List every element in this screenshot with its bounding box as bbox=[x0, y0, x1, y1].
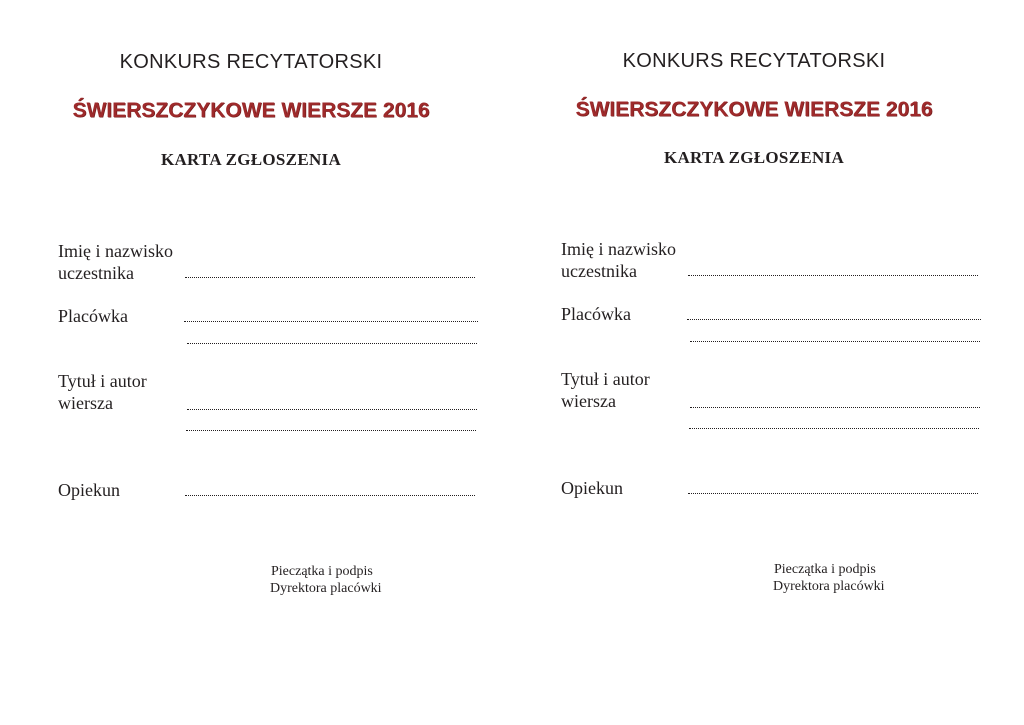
participant-fill-line[interactable] bbox=[185, 276, 475, 278]
stamp-label-line1: Pieczątka i podpis bbox=[774, 562, 876, 577]
edition-title: ŚWIERSZCZYKOWE WIERSZE 2016 bbox=[575, 98, 933, 121]
supervisor-label: Opiekun bbox=[58, 480, 120, 500]
form-title: KARTA ZGŁOSZENIA bbox=[160, 150, 342, 169]
institution-fill-line-2[interactable] bbox=[187, 342, 477, 344]
stamp-label-line1: Pieczątka i podpis bbox=[271, 564, 373, 579]
participant-label-line2: uczestnika bbox=[58, 263, 134, 283]
title-author-label-line1: Tytuł i autor bbox=[58, 371, 147, 391]
institution-label: Placówka bbox=[58, 306, 128, 326]
title-author-fill-line[interactable] bbox=[690, 406, 980, 408]
edition-title: ŚWIERSZCZYKOWE WIERSZE 2016 bbox=[72, 99, 430, 122]
participant-label-line1: Imię i nazwisko bbox=[58, 241, 173, 261]
entry-form-card-right bbox=[503, 0, 1015, 725]
title-author-label-line2: wiersza bbox=[561, 391, 616, 411]
contest-title: KONKURS RECYTATORSKI bbox=[622, 50, 886, 72]
institution-fill-line-2[interactable] bbox=[690, 340, 980, 342]
supervisor-fill-line[interactable] bbox=[688, 492, 978, 494]
stamp-label-line2: Dyrektora placówki bbox=[773, 579, 885, 594]
title-author-label-line2: wiersza bbox=[58, 393, 113, 413]
institution-fill-line[interactable] bbox=[687, 318, 981, 320]
institution-fill-line[interactable] bbox=[184, 320, 478, 322]
supervisor-label: Opiekun bbox=[561, 478, 623, 498]
form-title: KARTA ZGŁOSZENIA bbox=[663, 148, 845, 167]
participant-fill-line[interactable] bbox=[688, 274, 978, 276]
participant-label-line2: uczestnika bbox=[561, 261, 637, 281]
title-author-fill-line[interactable] bbox=[187, 408, 477, 410]
stamp-label-line2: Dyrektora placówki bbox=[270, 581, 382, 596]
participant-label-line1: Imię i nazwisko bbox=[561, 239, 676, 259]
institution-label: Placówka bbox=[561, 304, 631, 324]
title-author-fill-line-2[interactable] bbox=[689, 427, 979, 429]
supervisor-fill-line[interactable] bbox=[185, 494, 475, 496]
contest-title: KONKURS RECYTATORSKI bbox=[119, 51, 383, 73]
title-author-fill-line-2[interactable] bbox=[186, 429, 476, 431]
title-author-label-line1: Tytuł i autor bbox=[561, 369, 650, 389]
